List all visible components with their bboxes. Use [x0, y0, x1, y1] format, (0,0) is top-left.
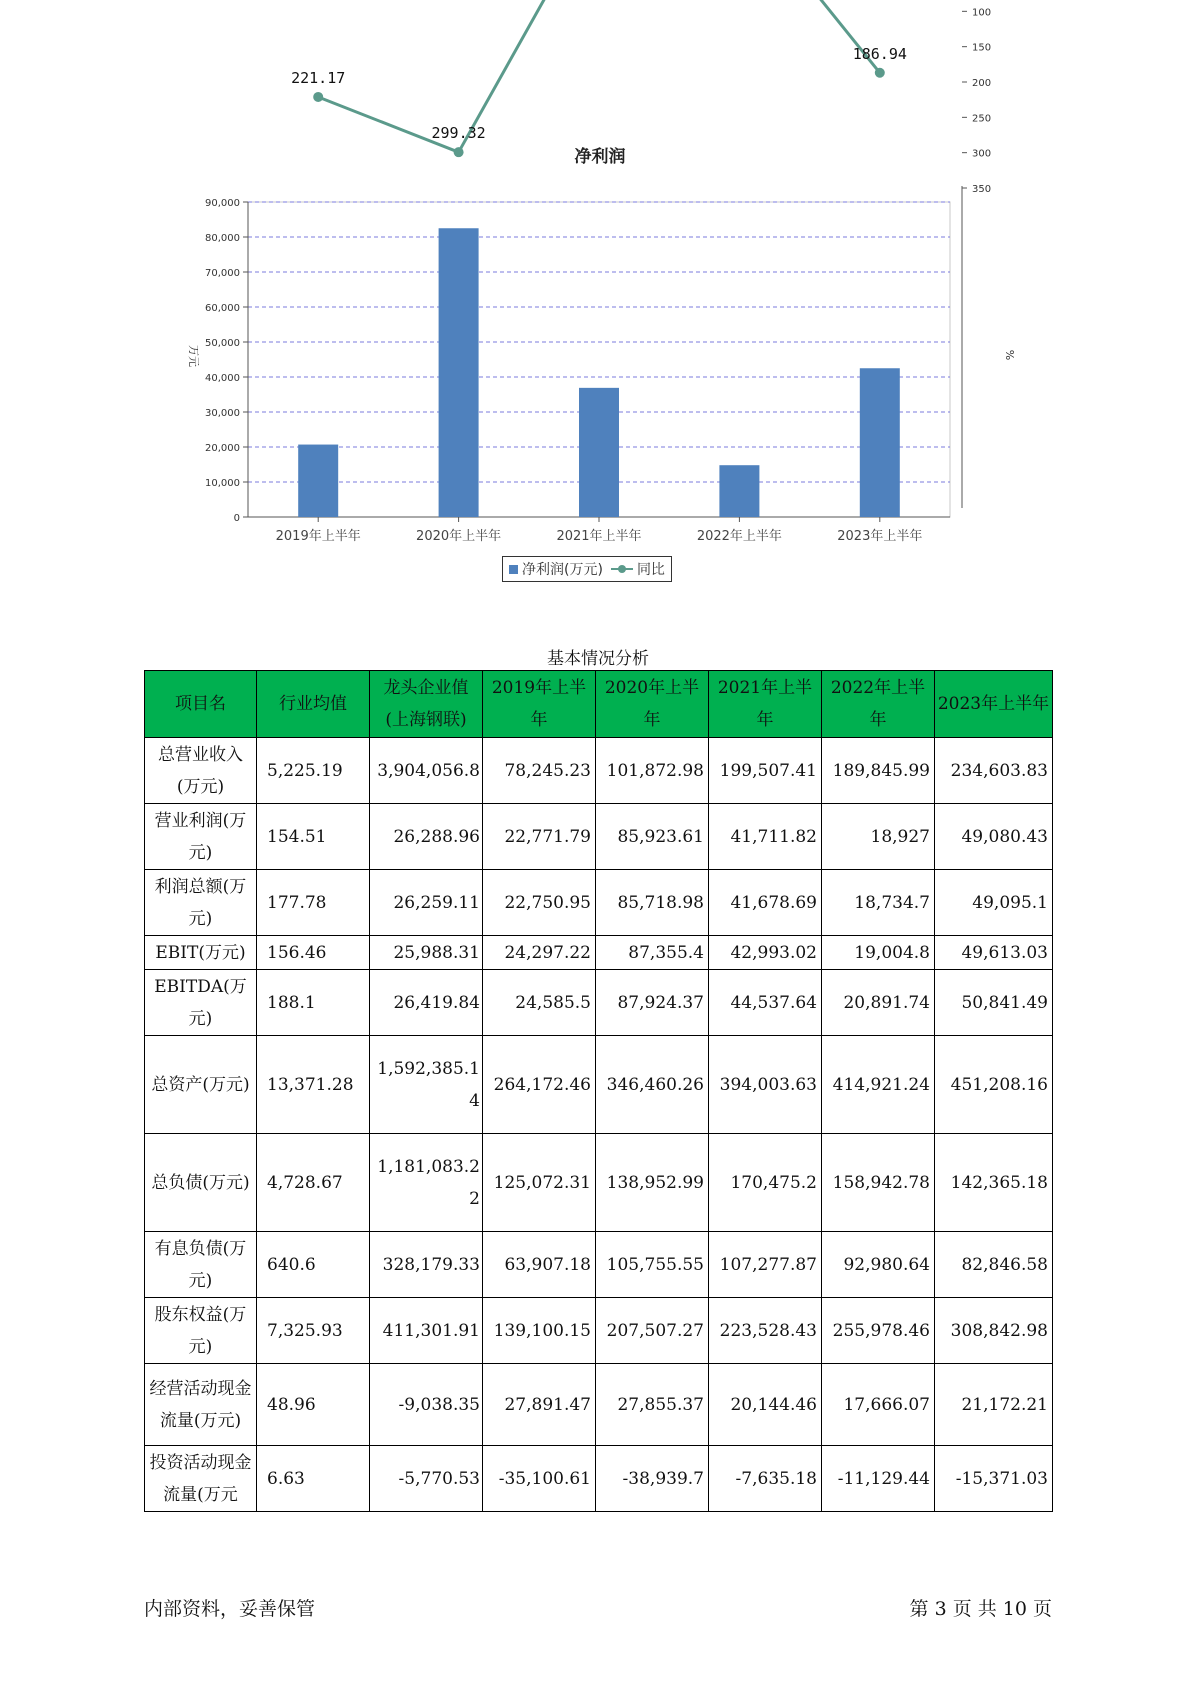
- y-tick-label: 80,000: [205, 233, 240, 244]
- table-cell: 13,371.28: [257, 1036, 370, 1134]
- table-cell: 139,100.15: [483, 1298, 596, 1364]
- table-cell: 199,507.41: [709, 738, 822, 804]
- table-cell: 1,181,083.22: [370, 1134, 483, 1232]
- y-tick-label: 30,000: [205, 408, 240, 419]
- table-cell: 154.51: [257, 804, 370, 870]
- table-cell: 44,537.64: [709, 970, 822, 1036]
- table-cell: 87,924.37: [596, 970, 709, 1036]
- table-cell: 308,842.98: [935, 1298, 1053, 1364]
- table-row: [145, 804, 1053, 870]
- row-label: EBITDA(万元): [145, 970, 257, 1036]
- x-tick-label: 2020年上半年: [416, 529, 502, 544]
- legend-bar-swatch: [509, 565, 518, 574]
- yoy-line: [318, 0, 880, 152]
- table-cell: 63,907.18: [483, 1232, 596, 1298]
- legend-line-label: 同比: [636, 562, 665, 578]
- table-cell: 18,927: [822, 804, 935, 870]
- chart-legend: [502, 556, 672, 582]
- table-cell: 107,277.87: [709, 1232, 822, 1298]
- y-tick-label: 70,000: [205, 268, 240, 279]
- y-tick-label: 10,000: [205, 478, 240, 489]
- y2-tick-label: 250: [972, 113, 992, 125]
- table-row: [145, 936, 1053, 970]
- row-label: EBIT(万元): [145, 936, 257, 970]
- data-label: 221.17: [291, 68, 346, 87]
- table-cell: -5,770.53: [370, 1446, 483, 1512]
- table-row: [145, 1446, 1053, 1512]
- table-cell: 451,208.16: [935, 1036, 1053, 1134]
- table-cell: 6.63: [257, 1446, 370, 1512]
- table-cell: 82,846.58: [935, 1232, 1053, 1298]
- table-cell: 234,603.83: [935, 738, 1053, 804]
- table-title: 基本情况分析: [547, 649, 649, 669]
- column-header: 行业均值: [257, 671, 370, 738]
- row-label: 利润总额(万元): [145, 870, 257, 936]
- table-cell: 1,592,385.14: [370, 1036, 483, 1134]
- table-cell: 170,475.2: [709, 1134, 822, 1232]
- y-tick-label: 60,000: [205, 303, 240, 314]
- y-tick-label: 20,000: [205, 443, 240, 454]
- table-cell: 158,942.78: [822, 1134, 935, 1232]
- table-cell: 264,172.46: [483, 1036, 596, 1134]
- table-cell: 142,365.18: [935, 1134, 1053, 1232]
- y2-axis-title: %: [1003, 349, 1016, 361]
- table-cell: -7,635.18: [709, 1446, 822, 1512]
- column-header: 2020年上半年: [596, 671, 709, 738]
- chart-title: 净利润: [574, 147, 626, 167]
- footer-confidential: 内部资料，妥善保管: [144, 1598, 316, 1620]
- analysis-table: [144, 670, 1053, 1512]
- table-cell: 3,904,056.8: [370, 738, 483, 804]
- table-cell: 105,755.55: [596, 1232, 709, 1298]
- bar: [860, 368, 900, 517]
- bar: [298, 445, 338, 517]
- table-cell: 26,419.84: [370, 970, 483, 1036]
- table-cell: 5,225.19: [257, 738, 370, 804]
- row-label: 营业利润(万元): [145, 804, 257, 870]
- table-row: [145, 870, 1053, 936]
- row-label: 有息负债(万元): [145, 1232, 257, 1298]
- table-cell: 255,978.46: [822, 1298, 935, 1364]
- bar: [439, 228, 479, 517]
- table-cell: 125,072.31: [483, 1134, 596, 1232]
- table-row: [145, 970, 1053, 1036]
- table-cell: -15,371.03: [935, 1446, 1053, 1512]
- table-row: [145, 1134, 1053, 1232]
- column-header: 龙头企业值(上海钢联): [370, 671, 483, 738]
- legend-item-line: [611, 559, 665, 579]
- bar: [719, 465, 759, 517]
- table-cell: 85,923.61: [596, 804, 709, 870]
- y-tick-label: 90,000: [205, 198, 240, 209]
- table-cell: 18,734.7: [822, 870, 935, 936]
- table-cell: 41,678.69: [709, 870, 822, 936]
- table-cell: 21,172.21: [935, 1364, 1053, 1446]
- yoy-point: [313, 92, 323, 102]
- table-cell: 411,301.91: [370, 1298, 483, 1364]
- table-row: [145, 738, 1053, 804]
- legend-bar-label: 净利润(万元): [522, 562, 603, 578]
- table-cell: 24,585.5: [483, 970, 596, 1036]
- table-cell: 19,004.8: [822, 936, 935, 970]
- column-header: 2019年上半年: [483, 671, 596, 738]
- table-header-row: [145, 671, 1053, 738]
- table-row: [145, 1232, 1053, 1298]
- y2-tick-label: 200: [972, 78, 992, 89]
- footer-page-number: 第 3 页 共 10 页: [909, 1598, 1052, 1620]
- table-cell: 49,613.03: [935, 936, 1053, 970]
- table-cell: 138,952.99: [596, 1134, 709, 1232]
- column-header: 2021年上半年: [709, 671, 822, 738]
- table-cell: 24,297.22: [483, 936, 596, 970]
- table-cell: 49,095.1: [935, 870, 1053, 936]
- table-cell: 156.46: [257, 936, 370, 970]
- table-cell: 101,872.98: [596, 738, 709, 804]
- table-row: [145, 1298, 1053, 1364]
- yoy-point: [454, 147, 464, 157]
- column-header: 项目名: [145, 671, 257, 738]
- table-cell: 328,179.33: [370, 1232, 483, 1298]
- row-label: 总营业收入(万元): [145, 738, 257, 804]
- table-cell: 42,993.02: [709, 936, 822, 970]
- table-cell: 26,259.11: [370, 870, 483, 936]
- table-cell: 640.6: [257, 1232, 370, 1298]
- column-header: 2022年上半年: [822, 671, 935, 738]
- table-cell: 25,988.31: [370, 936, 483, 970]
- table-cell: 41,711.82: [709, 804, 822, 870]
- table-cell: 27,891.47: [483, 1364, 596, 1446]
- x-tick-label: 2019年上半年: [275, 529, 361, 544]
- table-cell: 394,003.63: [709, 1036, 822, 1134]
- net-profit-chart: [0, 0, 1191, 600]
- table-row: [145, 1364, 1053, 1446]
- table-cell: 22,771.79: [483, 804, 596, 870]
- table-cell: 414,921.24: [822, 1036, 935, 1134]
- table-cell: 87,355.4: [596, 936, 709, 970]
- table-cell: 78,245.23: [483, 738, 596, 804]
- table-cell: 49,080.43: [935, 804, 1053, 870]
- y-tick-label: 50,000: [205, 338, 240, 349]
- row-label: 总负债(万元): [145, 1134, 257, 1232]
- x-tick-label: 2023年上半年: [837, 529, 923, 544]
- table-cell: -35,100.61: [483, 1446, 596, 1512]
- table-cell: -11,129.44: [822, 1446, 935, 1512]
- table-cell: 223,528.43: [709, 1298, 822, 1364]
- chart-svg: [0, 0, 1191, 600]
- row-label: 股东权益(万元): [145, 1298, 257, 1364]
- legend-item-bar: [509, 559, 603, 579]
- data-label: 186.94: [852, 44, 907, 63]
- y-tick-label: 40,000: [205, 373, 240, 384]
- table-cell: 17,666.07: [822, 1364, 935, 1446]
- x-tick-label: 2022年上半年: [696, 529, 782, 544]
- row-label: 经营活动现金流量(万元): [145, 1364, 257, 1446]
- legend-line-swatch: [611, 563, 633, 575]
- table-cell: 207,507.27: [596, 1298, 709, 1364]
- y2-tick-label: 300: [972, 148, 992, 160]
- table-cell: 4,728.67: [257, 1134, 370, 1232]
- row-label: 投资活动现金流量(万元: [145, 1446, 257, 1512]
- table-cell: 22,750.95: [483, 870, 596, 936]
- table-cell: 188.1: [257, 970, 370, 1036]
- table-cell: 50,841.49: [935, 970, 1053, 1036]
- table-cell: 7,325.93: [257, 1298, 370, 1364]
- y2-tick-label: 100: [972, 7, 992, 19]
- table-cell: 26,288.96: [370, 804, 483, 870]
- table-cell: 20,891.74: [822, 970, 935, 1036]
- table-row: [145, 1036, 1053, 1134]
- table-cell: 48.96: [257, 1364, 370, 1446]
- y-axis-title: 万元: [187, 345, 200, 367]
- table-cell: 189,845.99: [822, 738, 935, 804]
- table-cell: 346,460.26: [596, 1036, 709, 1134]
- x-tick-label: 2021年上半年: [556, 529, 642, 544]
- bar: [579, 388, 619, 517]
- yoy-point: [875, 68, 885, 78]
- y2-tick-label: 150: [972, 42, 992, 54]
- data-label: 299.32: [431, 124, 486, 143]
- y2-tick-label: 350: [972, 184, 992, 195]
- table-cell: 92,980.64: [822, 1232, 935, 1298]
- table-cell: 20,144.46: [709, 1364, 822, 1446]
- table-cell: 177.78: [257, 870, 370, 936]
- y-tick-label: 0: [233, 513, 240, 524]
- table-cell: -38,939.7: [596, 1446, 709, 1512]
- table-cell: -9,038.35: [370, 1364, 483, 1446]
- column-header: 2023年上半年: [935, 671, 1053, 738]
- table-cell: 27,855.37: [596, 1364, 709, 1446]
- row-label: 总资产(万元): [145, 1036, 257, 1134]
- table-cell: 85,718.98: [596, 870, 709, 936]
